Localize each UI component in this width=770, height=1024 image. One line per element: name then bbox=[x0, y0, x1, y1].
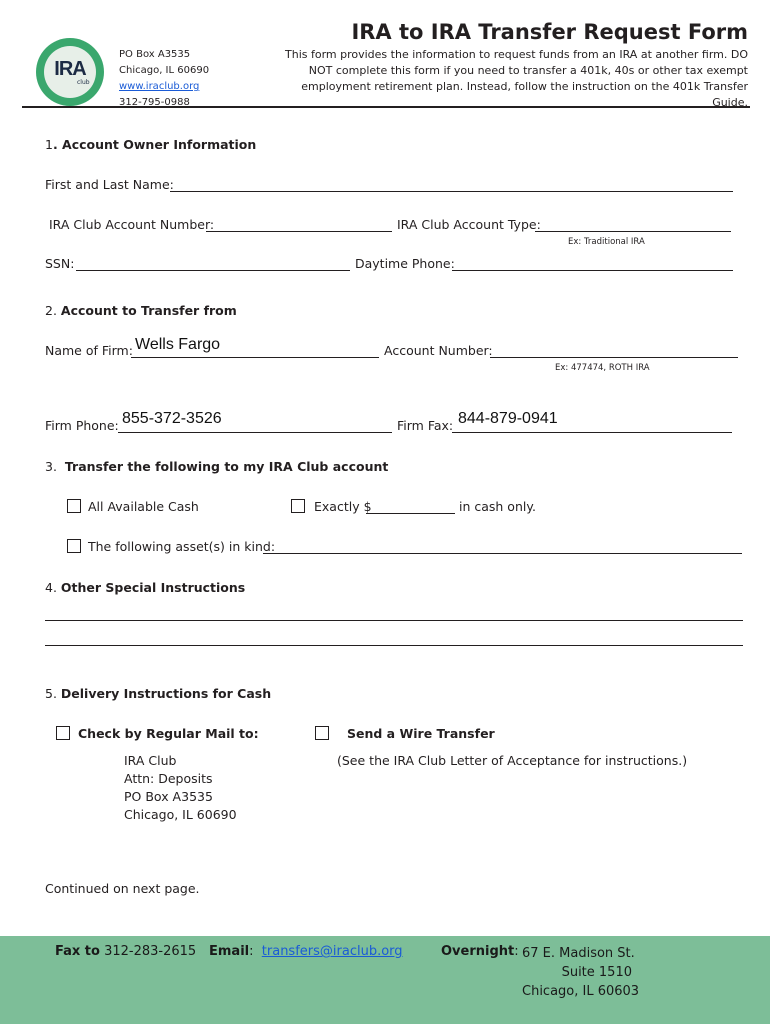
overnight-line: Suite 1510 bbox=[561, 965, 632, 980]
daytime-phone-label: Daytime Phone: bbox=[355, 256, 455, 271]
section2-heading: 2. Account to Transfer from bbox=[45, 303, 237, 318]
section4-heading: 4. Other Special Instructions bbox=[45, 580, 246, 595]
contact-phone: 312-795-0988 bbox=[119, 97, 190, 108]
section3-heading: 3. Transfer the following to my IRA Club account bbox=[45, 459, 389, 474]
footer-overnight-address bbox=[522, 944, 640, 1001]
exact-amount-prefix: Exactly $ bbox=[314, 499, 372, 514]
wire-note: (See the IRA Club Letter of Acceptance for instructions.) bbox=[337, 753, 688, 768]
firm-name-value: Wells Fargo bbox=[135, 336, 221, 353]
account-type-hint: Ex: Traditional IRA bbox=[568, 237, 645, 247]
firm-fax-input[interactable] bbox=[452, 432, 732, 433]
wire-transfer-checkbox[interactable] bbox=[315, 726, 329, 740]
ssn-input[interactable] bbox=[76, 270, 350, 271]
footer-fax: Fax to 312-283-2615 bbox=[55, 944, 197, 959]
footer-bar bbox=[0, 936, 770, 1024]
firm-name-label: Name of Firm: bbox=[45, 343, 133, 358]
contact-po-box: PO Box A3535 bbox=[119, 49, 191, 60]
logo-text: IRA bbox=[54, 58, 86, 80]
logo bbox=[36, 38, 104, 106]
logo-sub: club bbox=[77, 79, 90, 86]
special-instructions-line-1[interactable] bbox=[45, 620, 743, 621]
exact-amount-input[interactable] bbox=[366, 513, 455, 514]
account-number-label: IRA Club Account Number: bbox=[49, 217, 215, 232]
firm-fax-label: Firm Fax: bbox=[397, 418, 454, 433]
overnight-line: 67 E. Madison St. bbox=[522, 946, 635, 961]
firm-phone-label: Firm Phone: bbox=[45, 418, 119, 433]
name-label: First and Last Name: bbox=[45, 177, 174, 192]
transfer-account-number-input[interactable] bbox=[490, 357, 738, 358]
firm-phone-input[interactable] bbox=[118, 432, 392, 433]
address-line: PO Box A3535 bbox=[124, 789, 213, 804]
page-title: IRA to IRA Transfer Request Form bbox=[351, 20, 748, 44]
section5-heading: 5. Delivery Instructions for Cash bbox=[45, 686, 272, 701]
all-cash-checkbox[interactable] bbox=[67, 499, 81, 513]
address-line: Attn: Deposits bbox=[124, 771, 213, 786]
assets-in-kind-checkbox[interactable] bbox=[67, 539, 81, 553]
footer-overnight-label: Overnight: bbox=[441, 944, 519, 959]
email-link[interactable]: transfers@iraclub.org bbox=[261, 944, 403, 959]
header-divider bbox=[22, 106, 750, 108]
address-line: IRA Club bbox=[124, 753, 177, 768]
firm-name-input[interactable] bbox=[131, 357, 379, 358]
check-mail-label: Check by Regular Mail to: bbox=[78, 726, 259, 741]
check-mail-checkbox[interactable] bbox=[56, 726, 70, 740]
firm-phone-value: 855-372-3526 bbox=[122, 410, 222, 427]
contact-city: Chicago, IL 60690 bbox=[119, 65, 210, 76]
continued-note: Continued on next page. bbox=[45, 881, 200, 896]
daytime-phone-input[interactable] bbox=[452, 270, 733, 271]
website-link[interactable]: www.iraclub.org bbox=[119, 81, 200, 92]
overnight-line: Chicago, IL 60603 bbox=[522, 984, 640, 999]
contact-block bbox=[119, 47, 209, 111]
account-type-input[interactable] bbox=[535, 231, 731, 232]
exact-amount-suffix: in cash only. bbox=[459, 499, 536, 514]
exact-amount-checkbox[interactable] bbox=[291, 499, 305, 513]
transfer-account-hint: Ex: 477474, ROTH IRA bbox=[555, 363, 650, 373]
footer-email: Email: transfers@iraclub.org bbox=[209, 944, 403, 959]
assets-in-kind-label: The following asset(s) in kind: bbox=[88, 539, 276, 554]
mailing-address bbox=[124, 752, 237, 824]
firm-fax-value: 844-879-0941 bbox=[458, 410, 558, 427]
special-instructions-line-2[interactable] bbox=[45, 645, 743, 646]
wire-transfer-label: Send a Wire Transfer bbox=[347, 726, 495, 741]
ssn-label: SSN: bbox=[45, 256, 75, 271]
assets-in-kind-input[interactable] bbox=[263, 553, 742, 554]
name-input[interactable] bbox=[170, 191, 733, 192]
account-type-label: IRA Club Account Type: bbox=[397, 217, 541, 232]
account-number-input[interactable] bbox=[206, 231, 392, 232]
all-cash-label: All Available Cash bbox=[88, 499, 199, 514]
intro-text: This form provides the information to request funds from an IRA at another firm. DO NOT complete this form if you need to transfer a 401k, 40s or other tax exempt employment retirement plan. Instead, follow the instruction on the 401k Transfer Guide. bbox=[285, 48, 748, 109]
section1-heading: 1. Account Owner Information bbox=[45, 137, 257, 152]
address-line: Chicago, IL 60690 bbox=[124, 807, 237, 822]
transfer-account-number-label: Account Number: bbox=[384, 343, 493, 358]
